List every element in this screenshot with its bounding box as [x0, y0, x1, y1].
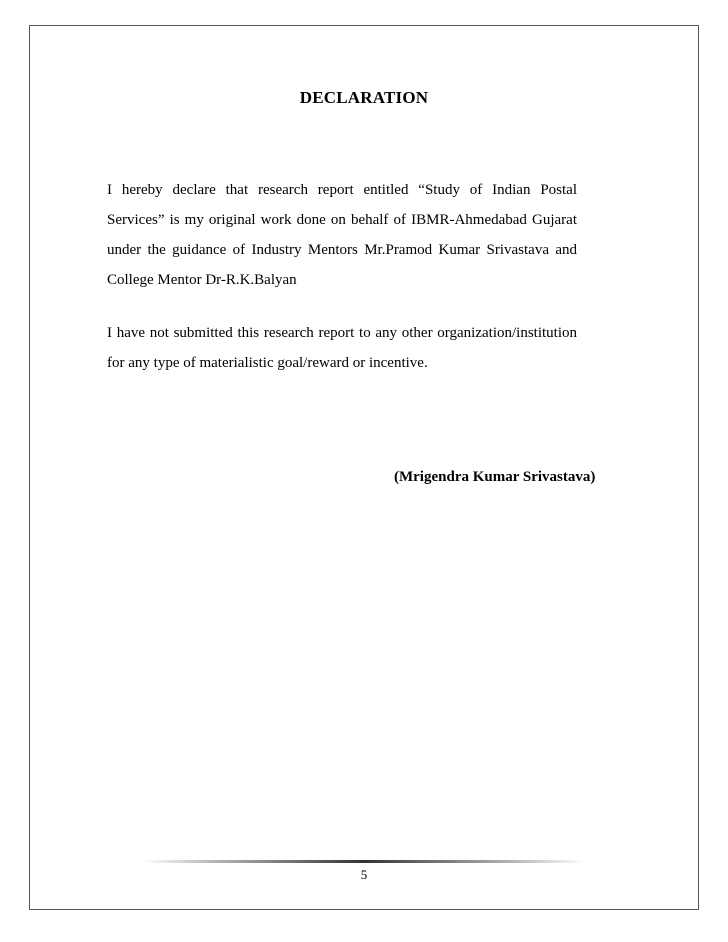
footer-divider	[142, 860, 585, 863]
signature-name: (Mrigendra Kumar Srivastava)	[394, 469, 596, 485]
page-number: 5	[360, 867, 368, 882]
declaration-paragraph-1: I hereby declare that research report entitled “Study of Indian Postal Services” is my original work done on behalf of IBMR-Ahmedabad Gujarat under the guidance of Industry Mentors Mr.Pramod Kumar Srivastava and College Mentor Dr-R.K.Balyan	[107, 182, 577, 288]
page-title: DECLARATION	[299, 88, 429, 107]
page-border	[29, 25, 699, 910]
declaration-paragraph-2: I have not submitted this research report to any other organization/institution for any type of materialistic goal/reward or incentive.	[107, 325, 577, 371]
